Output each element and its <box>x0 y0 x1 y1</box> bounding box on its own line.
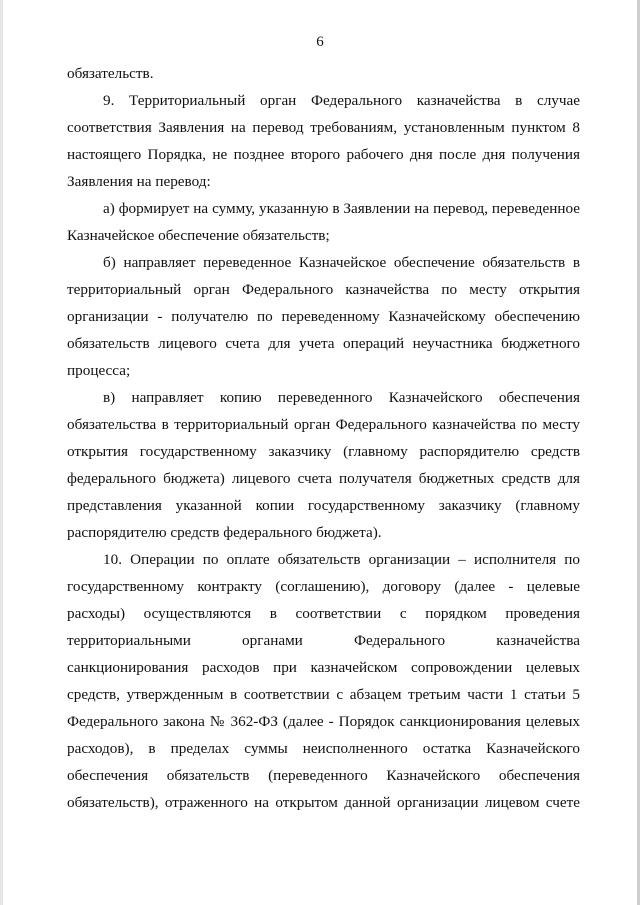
scan-edge-left <box>0 0 3 905</box>
text-line: 10. Операции по оплате обязательств организации – исполнителя по <box>103 551 580 568</box>
document-body <box>67 60 580 816</box>
text-line: обязательства в территориальный орган Федерального казначейства по месту <box>67 416 580 433</box>
text-line: в) направляет копию переведенного Казначейского обеспечения <box>103 389 580 406</box>
text-line: организации - получателю по переведенному Казначейскому обеспечению <box>67 308 580 325</box>
text-line: обязательств), отраженного на открытом данной организации лицевом счете <box>67 794 580 811</box>
text-line: Казначейское обеспечение обязательств; <box>67 227 330 244</box>
text-line: федерального бюджета) лицевого счета получателя бюджетных средств для <box>67 470 580 487</box>
text-line: соответствия Заявления на перевод требованиям, установленным пунктом 8 <box>67 119 580 136</box>
text-line: представления указанной копии государственному заказчику (главному <box>67 497 580 514</box>
text-line: Заявления на перевод: <box>67 173 211 190</box>
text-line: обязательств лицевого счета для учета операций неучастника бюджетного <box>67 335 580 352</box>
page-number: 6 <box>316 34 324 50</box>
text-line: б) направляет переведенное Казначейское обеспечение обязательств в <box>103 254 580 271</box>
text-line: настоящего Порядка, не позднее второго рабочего дня после дня получения <box>67 146 580 163</box>
text-line: расходы) осуществляются в соответствии с порядком проведения <box>67 605 580 622</box>
text-line: процесса; <box>67 362 131 379</box>
text-line: обязательств. <box>67 65 154 82</box>
text-line: территориальный орган Федерального казначейства по месту открытия <box>67 281 580 298</box>
text-line: открытия государственному заказчику (главному распорядителю средств <box>67 443 580 460</box>
text-line: государственному контракту (соглашению), договору (далее - целевые <box>67 578 580 595</box>
text-line: Федерального закона № 362-ФЗ (далее - Порядок санкционирования целевых <box>67 713 580 730</box>
text-line: а) формирует на сумму, указанную в Заявлении на перевод, переведенное <box>103 200 580 217</box>
text-line: 9. Территориальный орган Федерального казначейства в случае <box>103 92 580 109</box>
text-line: средств, утвержденным в соответствии с абзацем третьим части 1 статьи 5 <box>67 686 580 703</box>
text-line: расходов), в пределах суммы неисполненного остатка Казначейского <box>67 740 580 757</box>
text-line: территориальными органами Федерального казначейства <box>67 632 580 649</box>
text-line: обеспечения обязательств (переведенного Казначейского обеспечения <box>67 767 580 784</box>
text-line: распорядителю средств федерального бюджета). <box>67 524 382 541</box>
text-line: санкционирования расходов при казначейском сопровождении целевых <box>67 659 580 676</box>
